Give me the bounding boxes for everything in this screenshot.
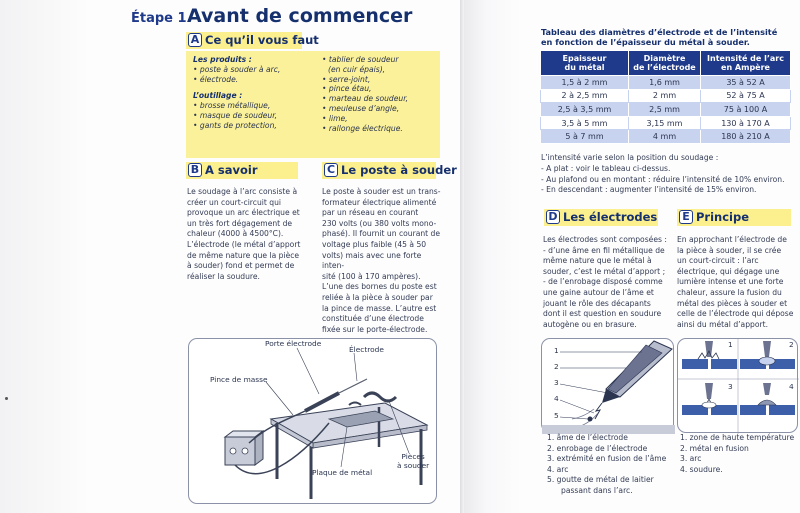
- legend-item: 1. zone de haute température: [680, 433, 795, 442]
- speck: [5, 397, 8, 400]
- text-line: L’une des bornes du poste est: [322, 282, 437, 292]
- legend-item: passant dans l’arc.: [561, 485, 633, 495]
- text-line: souder, c’est le métal d’apport ;: [543, 266, 666, 276]
- legend-item: 3. arc: [680, 454, 702, 464]
- text-line: métal des pièces à souder et: [677, 298, 788, 308]
- text-line: phasé). Il fournit un courant de: [322, 229, 441, 239]
- table-cell: 180 à 210 A: [701, 130, 791, 144]
- electrode-legend: [547, 433, 677, 497]
- note-line: - Au plafond ou en montant : réduire l’intensité de 10% environ.: [541, 174, 785, 184]
- table-row: [541, 76, 791, 90]
- section-d-heading: [544, 209, 658, 226]
- table-cell: 2,5 mm: [629, 103, 701, 117]
- outil-item: (en cuir épais),: [328, 64, 386, 74]
- text-line: L’électrode (le métal d’apport: [187, 239, 301, 249]
- page-fold: [460, 0, 464, 513]
- section-d-badge: D: [546, 210, 560, 224]
- section-a-title: Ce qu’il vous faut: [205, 33, 319, 47]
- text-line: jouant le rôle des décapants: [543, 298, 651, 308]
- text-line: une gaine autour de l’âme et: [543, 287, 654, 297]
- text-line: la pièce à souder, il se crée: [677, 245, 782, 255]
- text-line: par un réseau en courant: [322, 208, 419, 218]
- table-row: [541, 130, 791, 144]
- produit-item: • électrode.: [193, 74, 239, 84]
- table-header: Diamètre de l’électrode: [629, 51, 701, 76]
- outil-item: • serre-joint,: [322, 74, 371, 84]
- outil-item: • marteau de soudeur,: [322, 94, 409, 104]
- text-line: réaliser la soudure.: [187, 271, 260, 281]
- legend-item: 1. âme de l’électrode: [547, 433, 628, 442]
- table-cell: 1,5 à 2 mm: [541, 76, 629, 90]
- text-line: de même nature que la pièce: [187, 250, 300, 260]
- text-line: provoque un arc électrique et: [187, 208, 300, 218]
- welding-setup-illustration: [189, 339, 438, 505]
- materials-left: [193, 55, 318, 131]
- outil-item: • lime,: [322, 113, 348, 123]
- outil-item: • pince étau,: [322, 84, 372, 94]
- section-a-heading: [186, 32, 319, 49]
- text-line: un court-circuit : l’arc: [677, 256, 759, 266]
- text-line: voltage plus faible (45 à 50: [322, 239, 427, 249]
- section-b-badge: B: [188, 163, 202, 177]
- section-c-badge: C: [324, 163, 338, 177]
- fig-number: 2: [789, 340, 794, 349]
- text-line: même nature que le métal à: [543, 256, 652, 266]
- table-cell: 2 à 2,5 mm: [541, 89, 629, 103]
- fig-number: 3: [728, 382, 733, 391]
- text-line: En approchant l’électrode de: [677, 235, 787, 244]
- electrode-illustration: [542, 339, 675, 434]
- label-electrode: Électrode: [349, 345, 384, 354]
- principle-figure: [677, 338, 798, 433]
- outil-item: • meuleuse d’angle,: [322, 103, 400, 113]
- text-line: Le soudage à l’arc consiste à: [187, 187, 298, 196]
- text-line: constituée d’une électrode: [322, 314, 424, 324]
- table-header: Intensité de l’arc en Ampère: [701, 51, 791, 76]
- table-row: [541, 116, 791, 130]
- step-label: Étape 1: [131, 11, 187, 26]
- fig-number: 5: [554, 411, 559, 420]
- text-line: 230 volts (ou 380 volts mono-: [322, 218, 437, 228]
- note-line: L’intensité varie selon la position du soudage :: [541, 153, 719, 162]
- intensity-note: [541, 153, 800, 196]
- fig-number: 3: [554, 378, 559, 387]
- text-line: volts) mais avec une forte inten-: [322, 250, 422, 271]
- legend-item: 4. arc: [547, 464, 569, 474]
- table-cell: 1,6 mm: [629, 76, 701, 90]
- text-line: chaleur, assure la fusion du: [677, 287, 782, 297]
- table-cell: 4 mm: [629, 130, 701, 144]
- legend-item: 2. métal en fusion: [680, 443, 749, 453]
- section-e-title: Principe: [696, 210, 750, 224]
- fig-number: 2: [554, 362, 559, 371]
- text-line: électrique, qui dégage une: [677, 266, 780, 276]
- legend-item: 4. soudure.: [680, 464, 723, 474]
- note-line: - A plat : voir le tableau ci-dessus.: [541, 163, 671, 173]
- outil-item: • gants de protection,: [193, 120, 277, 130]
- section-e-badge: E: [679, 210, 693, 224]
- text-line: sité (100 à 170 ampères).: [322, 271, 421, 281]
- note-line: - En descendant : augmenter l’intensité de 15% environ.: [541, 185, 757, 195]
- text-line: lumière intense et une forte: [677, 277, 784, 287]
- text-line: à souder) fond et permet de: [187, 261, 295, 271]
- outil-item: • masque de soudeur,: [193, 110, 278, 120]
- outil-item: • brosse métallique,: [193, 101, 271, 111]
- text-line: - de l’enrobage disposé comme: [543, 277, 663, 287]
- text-line: Le poste à souder est un trans-: [322, 187, 441, 196]
- outillage-label: L’outillage :: [193, 91, 243, 101]
- outil-item: • rallonge électrique.: [322, 123, 403, 133]
- legend-item: 5. goutte de métal de laitier: [547, 475, 654, 485]
- text-line: ainsi du métal d’apport.: [677, 319, 769, 329]
- table-cell: 130 à 170 A: [701, 116, 791, 130]
- produit-item: • poste à souder à arc,: [193, 64, 281, 74]
- text-line: un très fort dégagement de: [187, 218, 293, 228]
- section-b-title: A savoir: [205, 163, 258, 177]
- section-e-heading: [677, 209, 791, 226]
- text-line: formateur électrique alimenté: [322, 197, 437, 207]
- section-b-heading: [186, 162, 298, 179]
- electrode-table: [540, 50, 791, 144]
- text-line: fixée sur le porte-électrode.: [322, 324, 428, 334]
- table-cell: 2,5 à 3,5 mm: [541, 103, 629, 117]
- table-cell: 3,5 à 5 mm: [541, 116, 629, 130]
- principle-legend: [680, 433, 800, 475]
- table-header-row: [541, 51, 791, 76]
- outil-item: • tablier de soudeur: [322, 55, 399, 64]
- table-title-line: Tableau des diamètres d’électrode et de l’intensité: [541, 27, 778, 37]
- principle-illustration: [678, 339, 799, 434]
- text-line: dont il est question en soudure: [543, 309, 662, 319]
- table-cell: 52 à 75 A: [701, 89, 791, 103]
- legend-item: 3. extrémité en fusion de l’âme: [547, 454, 667, 464]
- table-cell: 5 à 7 mm: [541, 130, 629, 144]
- text-line: reliée à la pièce à souder par: [322, 292, 433, 302]
- section-c-text: [322, 187, 442, 335]
- table-cell: 3,15 mm: [629, 116, 701, 130]
- fig-number: 1: [728, 340, 733, 349]
- label-plaque-metal: Plaque de métal: [312, 468, 373, 477]
- text-line: - d’une âme en fil métallique de: [543, 245, 665, 255]
- section-d-text: [543, 235, 671, 330]
- table-row: [541, 103, 791, 117]
- table-row: [541, 89, 791, 103]
- section-d-title: Les électrodes: [563, 210, 658, 224]
- table-header: Epaisseur du métal: [541, 51, 629, 76]
- welding-setup-figure: [188, 338, 437, 504]
- text-line: la pince de masse. L’autre est: [322, 303, 437, 313]
- section-c-title: Le poste à souder: [341, 163, 457, 177]
- table-cell: 75 à 100 A: [701, 103, 791, 117]
- electrode-figure: [541, 338, 674, 433]
- fig-number: 1: [554, 346, 559, 355]
- section-c-heading: [322, 162, 457, 179]
- legend-item: 2. enrobage de l’électrode: [547, 443, 648, 453]
- label-porte-electrode: Porte électrode: [265, 339, 322, 348]
- table-title-line: en fonction de l’épaisseur du métal à souder.: [541, 37, 750, 47]
- label-pince-masse: Pince de masse: [210, 375, 268, 384]
- produits-label: Les produits :: [193, 55, 252, 64]
- table-cell: 35 à 52 A: [701, 76, 791, 90]
- text-line: chaleur (4000 à 4500°C).: [187, 229, 284, 239]
- text-line: celle de l’électrode qui dépose: [677, 309, 794, 319]
- label-pieces-line: Pièces: [401, 452, 425, 461]
- fig-number: 4: [789, 382, 794, 391]
- section-a-badge: A: [188, 33, 202, 47]
- text-line: Les électrodes sont composées :: [543, 235, 667, 244]
- text-line: créer un court-circuit qui: [187, 197, 281, 207]
- table-cell: 2 mm: [629, 89, 701, 103]
- section-e-text: [677, 235, 800, 330]
- page-title: Avant de commencer: [187, 5, 413, 27]
- label-pieces: [397, 453, 429, 470]
- label-pieces-line: à souder: [397, 460, 430, 470]
- text-line: autogène ou en brasure.: [543, 319, 637, 329]
- fig-number: 4: [554, 394, 559, 403]
- materials-right: [322, 55, 440, 133]
- section-b-text: [187, 187, 311, 282]
- table-title: [541, 27, 791, 47]
